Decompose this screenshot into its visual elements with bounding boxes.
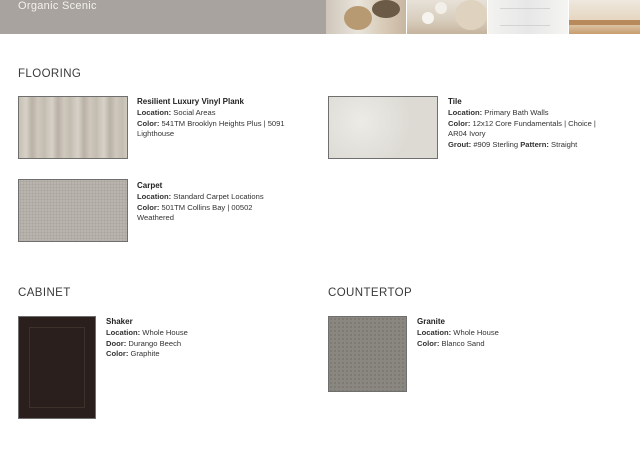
tile-name: Tile — [448, 97, 462, 106]
cotton-ball-icon — [422, 12, 434, 24]
countertop-name: Granite — [417, 317, 446, 326]
lvp-location: Social Areas — [173, 108, 216, 118]
flooring-heading: FLOORING — [18, 68, 82, 80]
lvp-swatch — [18, 96, 128, 159]
lvp-location-line — [137, 108, 317, 118]
tile-color-line2: AR04 Ivory — [448, 129, 486, 139]
cabinet-name: Shaker — [106, 317, 133, 326]
cotton-ball-icon — [435, 2, 447, 14]
location-label: Location: — [448, 108, 483, 118]
basket-icon — [372, 0, 400, 18]
countertop-info — [417, 317, 607, 349]
carpet-color: 501TM Collins Bay | 00502 — [161, 202, 253, 212]
wood-slice-icon — [455, 0, 487, 30]
tile-location-line — [448, 108, 628, 118]
basket-icon — [344, 6, 372, 30]
cabinet-location: Whole House — [142, 328, 188, 338]
lvp-color: 541TM Brooklyn Heights Plus | 5091 — [161, 118, 285, 128]
carpet-color-line2: Weathered — [137, 213, 175, 223]
carpet-location: Standard Carpet Locations — [173, 192, 264, 202]
collection-title: Organic Scenic — [18, 0, 97, 12]
color-label: Color: — [137, 118, 160, 128]
cabinet-swatch — [18, 316, 96, 419]
location-label: Location: — [106, 328, 141, 338]
tile-location: Primary Bath Walls — [484, 108, 549, 118]
lvp-info — [137, 97, 317, 140]
location-label: Location: — [417, 328, 452, 338]
cabinet-location-line — [106, 328, 296, 338]
lvp-color-line2: Lighthouse — [137, 129, 175, 139]
tile-info — [448, 97, 628, 150]
color-label: Color: — [137, 202, 160, 212]
tile-grout: #909 Sterling — [473, 139, 519, 149]
countertop-location-line — [417, 328, 607, 338]
location-label: Location: — [137, 108, 172, 118]
countertop-color-line — [417, 339, 607, 349]
cabinet-color-line — [106, 349, 296, 359]
cabinet-door-line — [106, 339, 296, 349]
brick-texture-icon — [500, 8, 550, 26]
lvp-name: Resilient Luxury Vinyl Plank — [137, 97, 244, 106]
cabinet-heading: CABINET — [18, 287, 71, 299]
granite-swatch — [328, 316, 407, 392]
lvp-color-line — [137, 119, 317, 129]
countertop-location: Whole House — [453, 328, 499, 338]
carpet-name: Carpet — [137, 181, 163, 190]
header-banner — [0, 0, 640, 34]
carpet-location-line — [137, 192, 317, 202]
carpet-info — [137, 181, 317, 224]
color-label: Color: — [448, 118, 471, 128]
decor-photo-shelf — [569, 0, 640, 34]
color-label: Color: — [417, 338, 440, 348]
door-label: Door: — [106, 338, 127, 348]
tile-swatch — [328, 96, 438, 159]
color-label: Color: — [106, 349, 129, 359]
shelf-icon — [569, 20, 640, 25]
tile-color: 12x12 Core Fundamentals | Choice | — [472, 118, 596, 128]
carpet-color-line — [137, 203, 317, 213]
tile-color-line — [448, 119, 628, 129]
countertop-heading: COUNTERTOP — [328, 287, 413, 299]
tile-pattern: Straight — [551, 139, 578, 149]
pattern-label: Pattern: — [520, 139, 549, 149]
cabinet-info — [106, 317, 296, 360]
grout-label: Grout: — [448, 139, 472, 149]
tile-grout-line — [448, 140, 628, 150]
cabinet-color: Graphite — [130, 349, 160, 359]
cabinet-door: Durango Beech — [128, 338, 182, 348]
carpet-swatch — [18, 179, 128, 242]
location-label: Location: — [137, 192, 172, 202]
countertop-color: Blanco Sand — [441, 338, 485, 348]
